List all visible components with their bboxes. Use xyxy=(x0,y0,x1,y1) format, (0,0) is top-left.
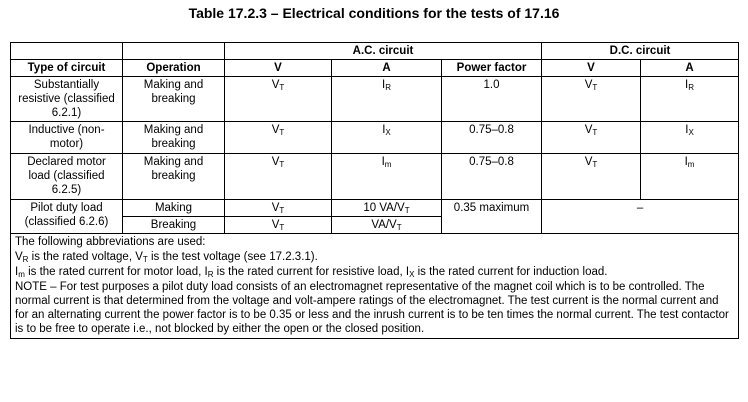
power-factor: 1.0 xyxy=(442,77,542,122)
ac-current: $I_m$ xyxy=(332,154,442,200)
table-title: Table 17.2.3 – Electrical conditions for the tests of 17.16 xyxy=(188,5,560,21)
table-row xyxy=(11,77,739,122)
ac-voltage: $V_T$ xyxy=(225,122,332,154)
voltage-abbreviations: $V_R$ is the rated voltage, $V_T$ is the test voltage (see 17.2.3.1). xyxy=(15,251,318,264)
ac-voltage: $V_T$ xyxy=(225,217,332,234)
circuit-type: Declared motor load (classified 6.2.5) xyxy=(11,154,123,200)
circuit-type: Inductive (non-motor) xyxy=(11,122,123,154)
power-factor: 0.75–0.8 xyxy=(442,122,542,154)
dc-voltage: $V_T$ xyxy=(542,154,641,200)
operation: Making and breaking xyxy=(123,154,225,200)
operation: Making and breaking xyxy=(123,77,225,122)
dc-not-applicable: – xyxy=(542,200,739,234)
current-abbreviations: $I_m$ is the rated current for motor load, $I_R$ is the rated current for resistive load, $I_X$ is the rated current for induction load. xyxy=(15,266,608,279)
ac-current: $VA/V_T$ xyxy=(332,217,442,234)
ac-circuit-header: A.C. circuit xyxy=(225,43,542,60)
dc-circuit-header: D.C. circuit xyxy=(542,43,739,60)
electrical-conditions-table xyxy=(10,42,739,339)
ac-voltage: $V_T$ xyxy=(225,77,332,122)
dc-voltage-header: V xyxy=(542,60,641,77)
circuit-type: Substantially resistive (classified 6.2.1) xyxy=(11,77,123,122)
column-header-row xyxy=(11,60,739,77)
dc-voltage: $V_T$ xyxy=(542,77,641,122)
table-row xyxy=(11,154,739,200)
pilot-duty-note: NOTE – For test purposes a pilot duty load consists of an electromagnet representative of the magnet coil which is to be controlled. The normal current is that determined from the voltage and volt-ampere ratings of the electromagnet. The test current is the normal current and for an alternating current the power factor is to be 0.35 or less and the inrush current is to be ten times the normal current. The test contactor is to be free to operate i.e., not blocked by either the open or the closed position. xyxy=(15,281,729,335)
operation-header: Operation xyxy=(123,60,225,77)
power-factor-header: Power factor xyxy=(442,60,542,77)
abbreviations-intro: The following abbreviations are used: xyxy=(15,236,206,248)
dc-current: $I_m$ xyxy=(641,154,739,200)
ac-current: $I_R$ xyxy=(332,77,442,122)
power-factor: 0.75–0.8 xyxy=(442,154,542,200)
notes-cell xyxy=(11,234,739,339)
operation-making: Making xyxy=(123,200,225,217)
ac-current-header: A xyxy=(332,60,442,77)
ac-voltage: $V_T$ xyxy=(225,200,332,217)
ac-current: 10 $VA/V_T$ xyxy=(332,200,442,217)
group-header-row xyxy=(11,43,739,60)
type-header: Type of circuit xyxy=(11,60,123,77)
table-row xyxy=(11,122,739,154)
operation-breaking: Breaking xyxy=(123,217,225,234)
operation: Making and breaking xyxy=(123,122,225,154)
dc-voltage: $V_T$ xyxy=(542,122,641,154)
dc-current-header: A xyxy=(641,60,739,77)
circuit-type: Pilot duty load (classified 6.2.6) xyxy=(11,200,123,234)
ac-current: $I_X$ xyxy=(332,122,442,154)
notes-row xyxy=(11,234,739,339)
dc-current: $I_X$ xyxy=(641,122,739,154)
power-factor: 0.35 maximum xyxy=(442,200,542,234)
table-row-pilot-making xyxy=(11,200,739,217)
ac-voltage: $V_T$ xyxy=(225,154,332,200)
dc-current: $I_R$ xyxy=(641,77,739,122)
ac-voltage-header: V xyxy=(225,60,332,77)
